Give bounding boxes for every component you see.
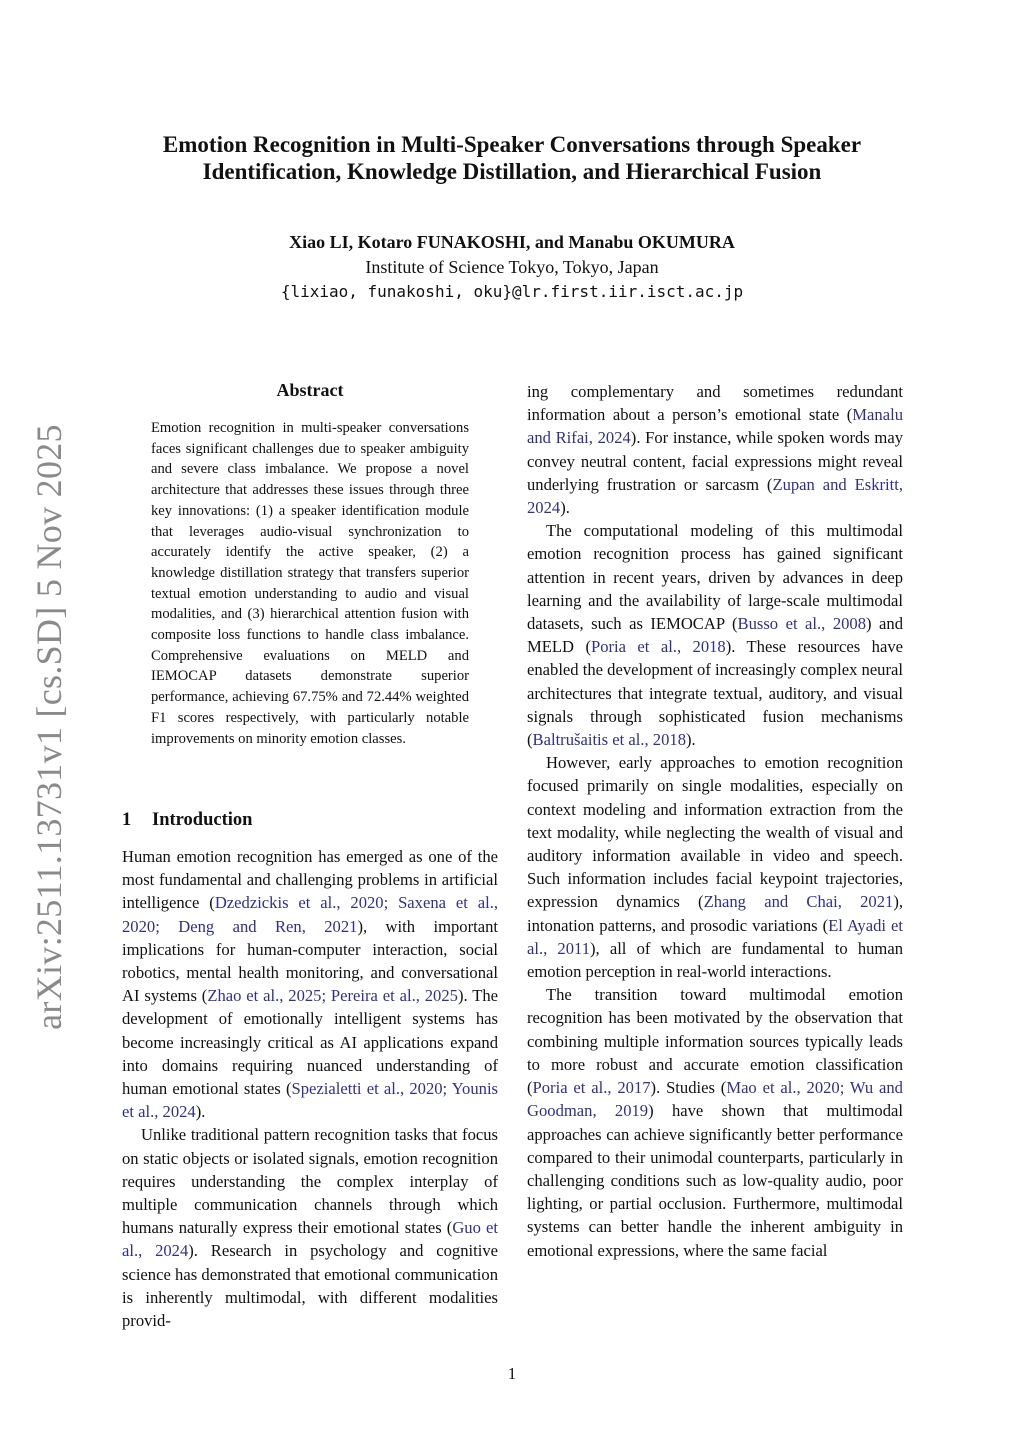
author-list: Xiao LI, Kotaro FUNAKOSHI, and Manabu OKUMURA — [289, 232, 735, 252]
intro-paragraph-2 — [122, 1123, 498, 1332]
citation-link[interactable]: Guo et al., 2024 — [122, 1218, 498, 1261]
text-run: ). Research in psychology and cognitive science has demonstrated that emotional communication is inherently multimodal, with different modalities provid- — [122, 1241, 498, 1331]
intro-paragraph-5 — [527, 983, 903, 1261]
arxiv-identifier-stamp: arXiv:2511.13731v1 [cs.SD] 5 Nov 2025 — [29, 424, 69, 1030]
text-run: ). — [686, 730, 696, 750]
text-run: However, early approaches to emotion recognition focused primarily on single modalities, especially on context modeling and information extraction from the text modality, while neglecting the wealth of visual and auditory information available in video and speech. Such information includes facial keypoint trajectories, expression dynamics ( — [527, 753, 903, 912]
paper-title — [112, 131, 912, 185]
intro-paragraph-3 — [527, 519, 903, 751]
intro-paragraph-1 — [122, 845, 498, 1123]
citation-link[interactable]: Mao et al., 2020; Wu and Goodman, 2019 — [527, 1078, 903, 1121]
text-run: ) have shown that multimodal approaches can achieve significantly better performance compared to their unimodal counterparts, particularly in challenging conditions such as low-quality audio, poor lighting, or partial occlusion. Furthermore, multimodal systems can better handle the inherent ambiguity in emotional expressions, where the same facial — [527, 1101, 903, 1260]
left-column — [122, 845, 498, 1332]
title-line-2: Identification, Knowledge Distillation, and Hierarchical Fusion — [202, 159, 822, 184]
citation-link[interactable]: Baltrušaitis et al., 2018 — [532, 730, 686, 750]
title-line-1: Emotion Recognition in Multi-Speaker Conversations through Speaker — [162, 132, 862, 157]
citation-link[interactable]: Dzedzickis et al., 2020; Saxena et al., 2020; Deng and Ren, 2021 — [122, 893, 498, 936]
text-run: ), with important implications for human-computer interaction, social robotics, mental health monitoring, and conversational AI systems ( — [122, 916, 498, 1006]
text-run: ), intonation patterns, and prosodic variations ( — [527, 892, 904, 935]
citation-link[interactable]: Poria et al., 2018 — [590, 637, 726, 657]
affiliation: Institute of Science Tokyo, Tokyo, Japan — [365, 257, 659, 277]
citation-link[interactable]: El Ayadi et al., 2011 — [527, 915, 903, 958]
citation-link[interactable]: Zhang and Chai, 2021 — [703, 892, 894, 912]
citation-link[interactable]: Spezialetti et al., 2020; Younis et al., 2024 — [122, 1079, 499, 1122]
intro-paragraph-4 — [527, 751, 903, 983]
text-run: ). For instance, while spoken words may convey neutral content, facial expressions might reveal underlying frustration or sarcasm ( — [527, 428, 903, 494]
citation-link[interactable]: Busso et al., 2008 — [737, 614, 867, 634]
text-run: ). The development of emotionally intelligent systems has become increasingly critical as AI applications expand into domains requiring nuanced understanding of human emotional states ( — [122, 986, 498, 1099]
text-run: ), all of which are fundamental to human emotion perception in real-world interactions. — [527, 938, 903, 982]
citation-link[interactable]: Zupan and Eskritt, 2024 — [527, 474, 903, 518]
text-run: ing complementary and sometimes redundant information about a person’s emotional state ( — [527, 382, 903, 425]
citation-link[interactable]: Poria et al., 2017 — [532, 1078, 651, 1098]
text-run: ). — [560, 498, 570, 518]
author-emails: {lixiao, funakoshi, oku}@lr.first.iir.isct.ac.jp — [280, 282, 744, 301]
text-run: ) and MELD ( — [527, 614, 903, 657]
abstract-body: Emotion recognition in multi-speaker conversations faces significant challenges due to speaker ambiguity and severe class imbalance. We propose a novel architecture that addresses these issues through three key innovations: (1) a speaker identification module that leverages audio-visual synchronization to accurately identify the active speaker, (2) a knowledge distillation strategy that transfers superior textual emotion understanding to audio and visual modalities, and (3) hierarchical attention fusion with composite loss functions to handle class imbalance. Comprehensive evaluations on MELD and IEMOCAP datasets demonstrate superior performance, achieving 67.75% and 72.44% weighted F1 scores respectively, with particularly notable improvements on minority emotion classes. — [151, 420, 469, 747]
citation-link[interactable]: Zhao et al., 2025; Pereira et al., 2025 — [207, 986, 458, 1006]
section-title: Introduction — [152, 810, 253, 830]
text-run: ). These resources have enabled the development of increasingly complex neural architectures that integrate textual, auditory, and visual signals through sophisticated fusion mechanisms ( — [527, 637, 903, 750]
text-run: Unlike traditional pattern recognition tasks that focus on static objects or isolated signals, emotion recognition requires understanding the complex interplay of multiple communication channels through which humans naturally express their emotional states ( — [122, 1125, 498, 1238]
abstract-heading: Abstract — [276, 380, 344, 400]
section-heading-introduction — [122, 808, 252, 832]
page-number: 1 — [507, 1364, 517, 1383]
section-number: 1 — [122, 810, 132, 830]
text-run: ). Studies ( — [650, 1078, 727, 1098]
text-run: Human emotion recognition has emerged as one of the most fundamental and challenging problems in artificial intelligence ( — [122, 847, 498, 913]
text-run: The transition toward multimodal emotion recognition has been motivated by the observation that combining multiple information sources typically leads to more robust and accurate emotion classification ( — [527, 985, 903, 1098]
text-run: The computational modeling of this multimodal emotion recognition process has gained significant attention in recent years, driven by advances in deep learning and the availability of large-scale multimodal datasets, such as IEMOCAP ( — [527, 521, 903, 634]
citation-link[interactable]: Manalu and Rifai, 2024 — [527, 405, 903, 448]
text-run: ). — [195, 1102, 206, 1122]
right-column — [527, 380, 903, 1262]
intro-paragraph-2-continued — [527, 380, 903, 519]
